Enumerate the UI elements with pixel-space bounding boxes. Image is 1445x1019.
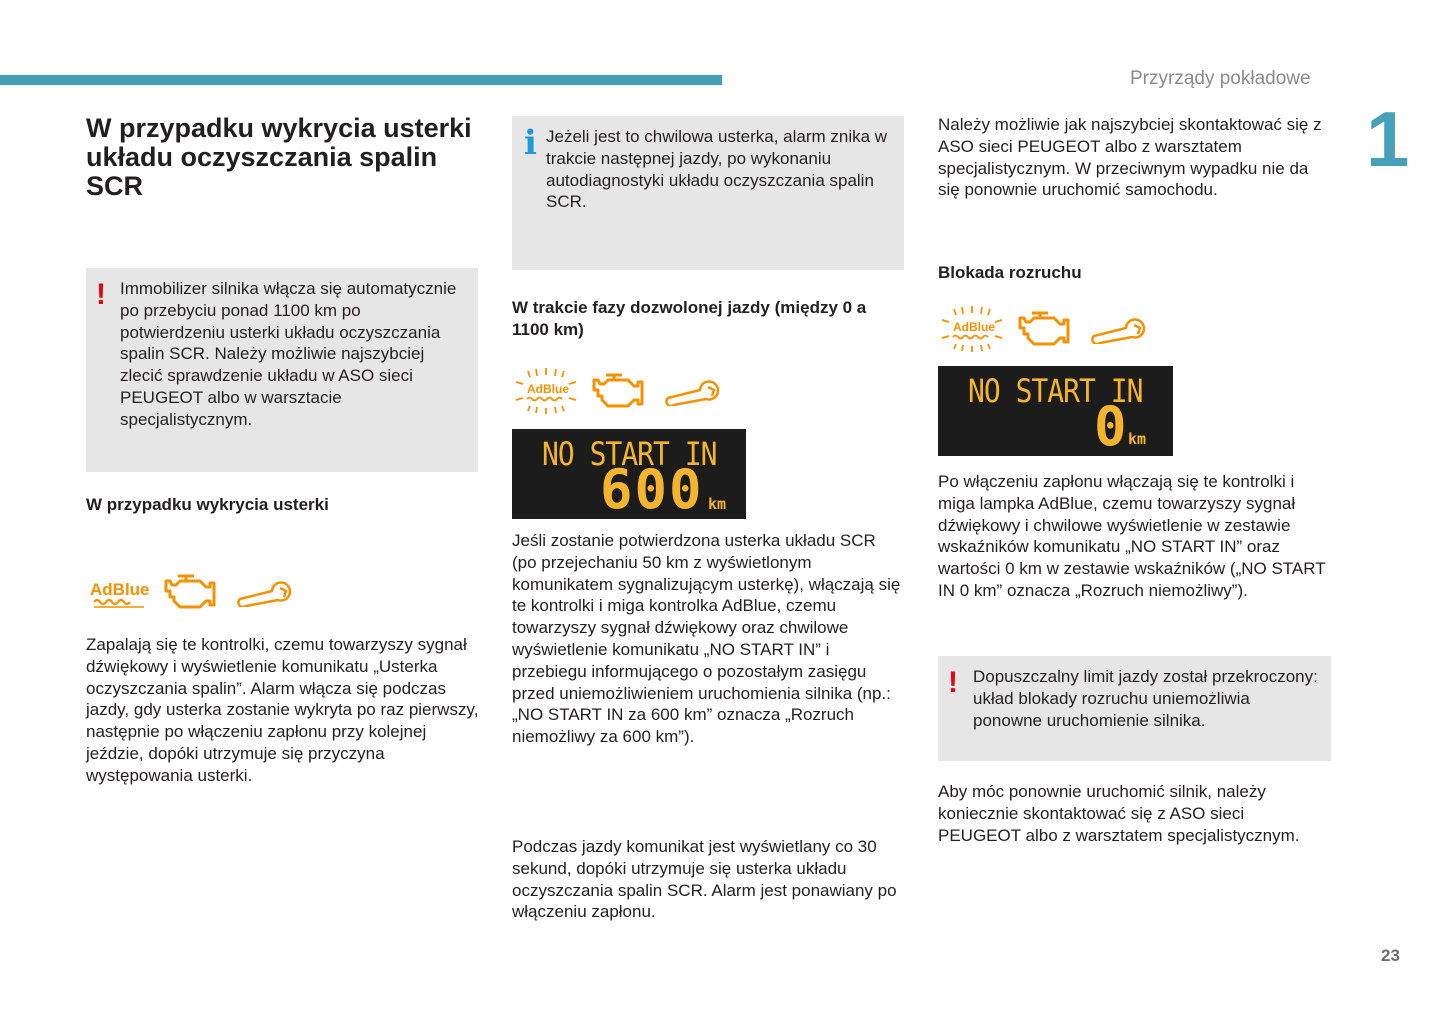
section-title: Przyrządy pokładowe [1130, 68, 1311, 89]
adblue-label: AdBlue [953, 320, 995, 334]
engine-check-icon [592, 369, 650, 413]
display-line1: NO START IN [542, 435, 717, 473]
wrench-icon [1090, 314, 1150, 344]
warning-box-immobilizer [86, 268, 478, 472]
warning-lamps-group [90, 570, 296, 614]
warning-icon: ! [96, 278, 106, 311]
paragraph-confirmed-fault: Jeśli zostanie potwierdzona usterka układu SCR (po przejechaniu 50 km z wyświetlonym komunikatem sygnalizującym usterkę), włączają się te kontrolki i miga kontrolka AdBlue, czemu towarzyszy sygnał dźwiękowy oraz chwilowe wyświetlenie komunikatu „NO START IN” i przebiegu informującego o pozostałym zasięgu przed uniemożliwieniem uruchomienia silnika (np.: „NO START IN za 600 km” oznacza „Rozruch niemożliwy za 600 km”). [512, 531, 901, 747]
display-unit: km [1128, 430, 1147, 448]
page-number: 23 [1381, 946, 1400, 965]
display-value: 0 [1094, 395, 1129, 458]
paragraph-contact-service: Należy możliwie jak najszybciej skontaktować się z ASO sieci PEUGEOT albo z warsztatem specjalistycznym. W przeciwnym wypadku nie da się ponownie uruchomić samochodu. [938, 115, 1322, 200]
display-no-start-600 [512, 429, 746, 519]
paragraph-restart-engine: Aby móc ponownie uruchomić silnik, należy koniecznie skontaktować się z ASO sieci PEUGEOT albo z warsztatem specjalistycznym. [938, 782, 1300, 845]
warning-text: Immobilizer silnika włącza się automatycznie po przebyciu ponad 1100 km po potwierdzeniu usterki układu oczyszczania spalin SCR. Należy możliwie najszybciej zlecić sprawdzenie układu w ASO sieci PEUGEOT albo w warsztacie specjalistycznym. [120, 279, 457, 429]
subheading-allowed-driving: W trakcie fazy dozwolonej jazdy (między 0 a 1100 km) [512, 298, 867, 339]
subheading-start-lock: Blokada rozruchu [938, 263, 1082, 282]
adblue-label: AdBlue [90, 580, 150, 599]
subheading-fault-detected: W przypadku wykrycia usterki [86, 495, 329, 514]
paragraph-repeat-message: Podczas jazdy komunikat jest wyświetlany co 30 sekund, dopóki utrzymuje się usterka układu oczyszczania spalin SCR. Alarm jest ponawiany po włączeniu zapłonu. [512, 837, 897, 922]
paragraph-fault-lamps: Zapalają się te kontrolki, czemu towarzyszy sygnał dźwiękowy i wyświetlenie komunikatu „Usterka oczyszczania spalin”. Alarm włącza się podczas jazdy, gdy usterka zostanie wykryta po raz pierwszy, następnie po włączeniu zapłonu przy kolejnej jeździe, dopóki utrzymuje się przyczyna występowania usterki. [86, 635, 479, 785]
adblue-flashing-icon [514, 368, 578, 414]
info-box-temporary-fault [512, 116, 904, 270]
engine-check-icon [164, 570, 222, 614]
adblue-flashing-icon [940, 306, 1004, 352]
adblue-label: AdBlue [527, 382, 569, 396]
paragraph-start-lock-lamps: Po włączeniu zapłonu włączają się te kontrolki i miga lampka AdBlue, czemu towarzyszy sygnał dźwiękowy i chwilowe wyświetlenie w zestawie wskaźników komunikatu „NO START IN” oraz wartości 0 km w zestawie wskaźników („NO START IN 0 km” oznacza „Rozruch niemożliwy”). [938, 472, 1326, 600]
display-unit: km [708, 495, 727, 513]
wrench-icon [664, 376, 724, 406]
info-text: Jeżeli jest to chwilowa usterka, alarm znika w trakcie następnej jazdy, po wykonaniu autodiagnostyki układu oczyszczania spalin SCR. [546, 127, 888, 212]
page-title: W przypadku wykrycia usterki układu oczyszczania spalin SCR [86, 113, 472, 201]
warning-box-limit-exceeded [938, 656, 1331, 761]
display-value: 600 [600, 458, 704, 521]
display-line1: NO START IN [968, 372, 1143, 410]
warning-icon: ! [948, 666, 958, 699]
warning-text: Dopuszczalny limit jazdy został przekroczony: układ blokady rozruchu uniemożliwia ponowne uruchomienie silnika. [973, 667, 1318, 730]
wrench-icon [236, 577, 296, 607]
top-accent-bar [0, 75, 722, 85]
chapter-number: 1 [1366, 95, 1410, 183]
engine-check-icon [1018, 307, 1076, 351]
adblue-icon [90, 574, 150, 610]
info-icon: i [524, 123, 537, 163]
warning-lamps-start-lock-group [940, 306, 1150, 352]
warning-lamps-flashing-group [514, 368, 724, 414]
display-no-start-0 [938, 366, 1173, 456]
